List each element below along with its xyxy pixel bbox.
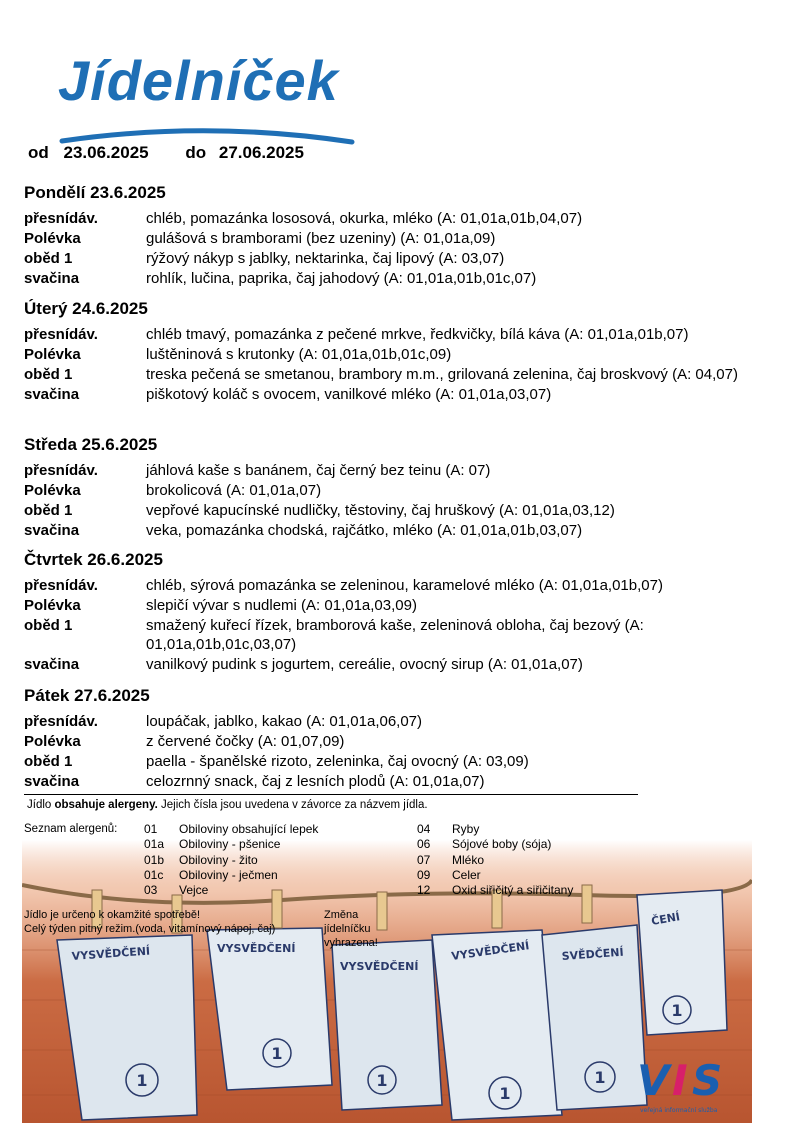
meal-row	[24, 596, 764, 615]
meal-row	[24, 576, 764, 595]
allergen-item	[417, 883, 573, 898]
allergen-code: 01	[144, 822, 158, 836]
day-title: Čtvrtek 26.6.2025	[24, 550, 163, 569]
meal-row	[24, 752, 764, 771]
svg-text:veřejná informační služba: veřejná informační služba	[640, 1107, 718, 1114]
allergen-code: 01a	[144, 837, 165, 852]
meal-label: přesnídáv.	[24, 462, 98, 479]
day-title: Úterý 24.6.2025	[24, 299, 148, 318]
svg-text:S: S	[692, 1056, 723, 1105]
allergen-name: Celer	[452, 867, 481, 882]
meal-text: z červené čočky (A: 01,07,09)	[146, 733, 345, 750]
svg-text:1: 1	[499, 1084, 511, 1103]
meal-label: oběd 1	[24, 250, 73, 267]
day-title: Pátek 27.6.2025	[24, 686, 150, 705]
meal-row	[24, 655, 764, 674]
allergen-name: Vejce	[179, 883, 209, 898]
page-title: Jídelníček	[58, 49, 339, 112]
meal-text: loupáčak, jablko, kakao (A: 01,01a,06,07)	[146, 713, 423, 730]
meal-row	[24, 772, 764, 791]
meal-text: veka, pomazánka chodská, rajčátko, mléko (A: 01,01a,01b,03,07)	[146, 522, 583, 539]
from-label: od	[28, 143, 49, 162]
report-cards-illustration	[22, 840, 752, 1123]
allergen-item	[144, 837, 318, 852]
meal-label: Polévka	[24, 346, 81, 363]
meal-label: oběd 1	[24, 753, 73, 770]
svg-text:VYSVĚDČENÍ: VYSVĚDČENÍ	[217, 942, 296, 955]
drinks-note: Celý týden pitný režim.(voda, vitamínový nápoj, čaj)	[24, 923, 276, 935]
allergen-code: 01b	[144, 852, 165, 867]
to-label: do	[185, 143, 207, 162]
allergen-name: Obiloviny - ječmen	[179, 867, 278, 882]
allergen-item	[417, 853, 573, 868]
report-card	[57, 935, 197, 1120]
meal-row	[24, 325, 764, 344]
meal-text: rýžový nákyp s jablky, nektarinka, čaj lipový (A: 03,07)	[146, 250, 505, 267]
meal-label: přesnídáv.	[24, 713, 98, 730]
meal-row	[24, 385, 764, 404]
allergen-name: Sójové boby (sója)	[452, 837, 552, 852]
svg-text:1: 1	[271, 1044, 283, 1063]
meal-label: Polévka	[24, 230, 81, 247]
meal-text: piškotový koláč s ovocem, vanilkové mléko (A: 01,01a,03,07)	[146, 386, 552, 403]
meal-label: přesnídáv.	[24, 577, 98, 594]
meal-text: brokolicová (A: 01,01a,07)	[146, 482, 322, 499]
meal-label: oběd 1	[24, 366, 73, 383]
meal-label: přesnídáv.	[24, 210, 98, 227]
allergen-name: Obiloviny - žito	[179, 852, 258, 867]
change-note: Změna jídelníčku vyhrazena!	[324, 909, 378, 949]
meal-text: slepičí vývar s nudlemi (A: 01,01a,03,09)	[146, 597, 417, 614]
meal-row	[24, 481, 764, 500]
allergen-code: 09	[417, 867, 431, 882]
meal-row	[24, 501, 764, 520]
day-tuesday	[24, 299, 764, 405]
day-title: Pondělí 23.6.2025	[24, 183, 166, 202]
meal-text: chléb, pomazánka lososová, okurka, mléko (A: 01,01a,01b,04,07)	[146, 210, 583, 227]
allergen-name: Obiloviny obsahující lepek	[179, 822, 319, 836]
day-friday	[24, 686, 764, 792]
meal-row	[24, 521, 764, 540]
allergen-list-left	[144, 822, 318, 898]
allergen-item	[144, 868, 318, 883]
allergen-code: 07	[417, 852, 431, 867]
allergen-item	[144, 853, 318, 868]
meal-text: vanilkový pudink s jogurtem, cereálie, ovocný sirup (A: 01,01a,07)	[146, 656, 583, 673]
allergen-item	[144, 822, 318, 837]
meal-text: smažený kuřecí řízek, bramborová kaše, zeleninová obloha, čaj bezový (A: 01,01a,01b,01c,03,07)	[146, 617, 644, 653]
meal-label: oběd 1	[24, 617, 73, 634]
allergen-note-bold: obsahuje alergeny.	[54, 799, 158, 811]
meal-row	[24, 461, 764, 480]
svg-text:I: I	[672, 1056, 688, 1105]
meal-text: vepřové kapucínské nudličky, těstoviny, čaj hruškový (A: 01,01a,03,12)	[146, 502, 615, 519]
to-date: 27.06.2025	[218, 143, 304, 162]
svg-text:1: 1	[671, 1001, 683, 1020]
allergen-list-label: Seznam alergenů:	[24, 823, 118, 835]
allergen-note-prefix: Jídlo	[27, 799, 55, 811]
meal-label: přesnídáv.	[24, 326, 98, 343]
meal-text: paella - španělské rizoto, zeleninka, čaj ovocný (A: 03,09)	[146, 753, 529, 770]
svg-text:1: 1	[136, 1071, 148, 1090]
day-thursday	[24, 550, 764, 675]
svg-text:VYSVĚDČENÍ: VYSVĚDČENÍ	[450, 939, 531, 963]
allergen-item	[417, 822, 573, 837]
svg-text:ČENÍ: ČENÍ	[650, 910, 681, 928]
meal-row	[24, 209, 764, 228]
meal-row	[24, 365, 764, 384]
allergen-name: Obiloviny - pšenice	[179, 837, 281, 852]
title-block	[56, 48, 356, 148]
svg-text:V: V	[637, 1056, 670, 1105]
meal-label: svačina	[24, 773, 80, 790]
meal-row	[24, 732, 764, 751]
svg-text:1: 1	[594, 1068, 606, 1087]
meal-label: svačina	[24, 386, 80, 403]
allergen-code: 01c	[144, 867, 164, 882]
allergen-item	[144, 883, 318, 898]
svg-text:1: 1	[376, 1071, 388, 1090]
meal-text: rohlík, lučina, paprika, čaj jahodový (A: 01,01a,01b,01c,07)	[146, 270, 537, 287]
meal-text: treska pečená se smetanou, brambory m.m., grilovaná zelenina, čaj broskvový (A: 04,07)	[146, 366, 738, 383]
meal-row	[24, 249, 764, 268]
meal-label: Polévka	[24, 482, 81, 499]
day-title: Středa 25.6.2025	[24, 435, 158, 454]
date-range	[28, 143, 304, 163]
day-monday	[24, 183, 764, 289]
meal-row	[24, 269, 764, 288]
meal-text: jáhlová kaše s banánem, čaj černý bez teinu (A: 07)	[146, 462, 491, 479]
meal-text: luštěninová s krutonky (A: 01,01a,01b,01c,09)	[146, 346, 452, 363]
meal-text: chléb, sýrová pomazánka se zeleninou, karamelové mléko (A: 01,01a,01b,07)	[146, 577, 663, 594]
from-date: 23.06.2025	[63, 143, 149, 162]
meal-label: svačina	[24, 270, 80, 287]
meal-text: gulášová s bramborami (bez uzeniny) (A: 01,01a,09)	[146, 230, 496, 247]
meal-label: Polévka	[24, 733, 81, 750]
meal-label: oběd 1	[24, 502, 73, 519]
allergen-item	[417, 837, 573, 852]
meal-row	[24, 616, 764, 654]
allergen-name: Mléko	[452, 852, 485, 867]
allergen-item	[417, 868, 573, 883]
meal-label: svačina	[24, 656, 80, 673]
meal-label: svačina	[24, 522, 80, 539]
meal-row	[24, 345, 764, 364]
allergen-code: 12	[417, 883, 431, 898]
meal-row	[24, 229, 764, 248]
allergen-code: 03	[144, 883, 158, 898]
meal-row	[24, 712, 764, 731]
allergen-code: 04	[417, 822, 431, 836]
allergen-name: Oxid siřičitý a siřičitany	[452, 883, 574, 898]
meal-label: Polévka	[24, 597, 81, 614]
allergen-name: Ryby	[452, 822, 480, 836]
meal-text: chléb tmavý, pomazánka z pečené mrkve, ředkvičky, bílá káva (A: 01,01a,01b,07)	[146, 326, 689, 343]
svg-text:VYSVĚDČENÍ: VYSVĚDČENÍ	[340, 960, 419, 973]
svg-text:VYSVĚDČENÍ: VYSVĚDČENÍ	[71, 944, 151, 963]
allergen-note	[27, 799, 428, 811]
allergen-list-right	[417, 822, 573, 898]
divider	[24, 794, 638, 795]
meal-text: celozrnný snack, čaj z lesních plodů (A: 01,01a,07)	[146, 773, 485, 790]
title-swoosh	[56, 48, 356, 148]
allergen-note-suffix: Jejich čísla jsou uvedena v závorce za názvem jídla.	[157, 799, 428, 811]
svg-text:SVĚDČENÍ: SVĚDČENÍ	[561, 945, 625, 963]
day-wednesday	[24, 435, 764, 541]
allergen-code: 06	[417, 837, 431, 852]
consume-note: Jídlo je určeno k okamžité spotřebě!	[24, 909, 201, 921]
